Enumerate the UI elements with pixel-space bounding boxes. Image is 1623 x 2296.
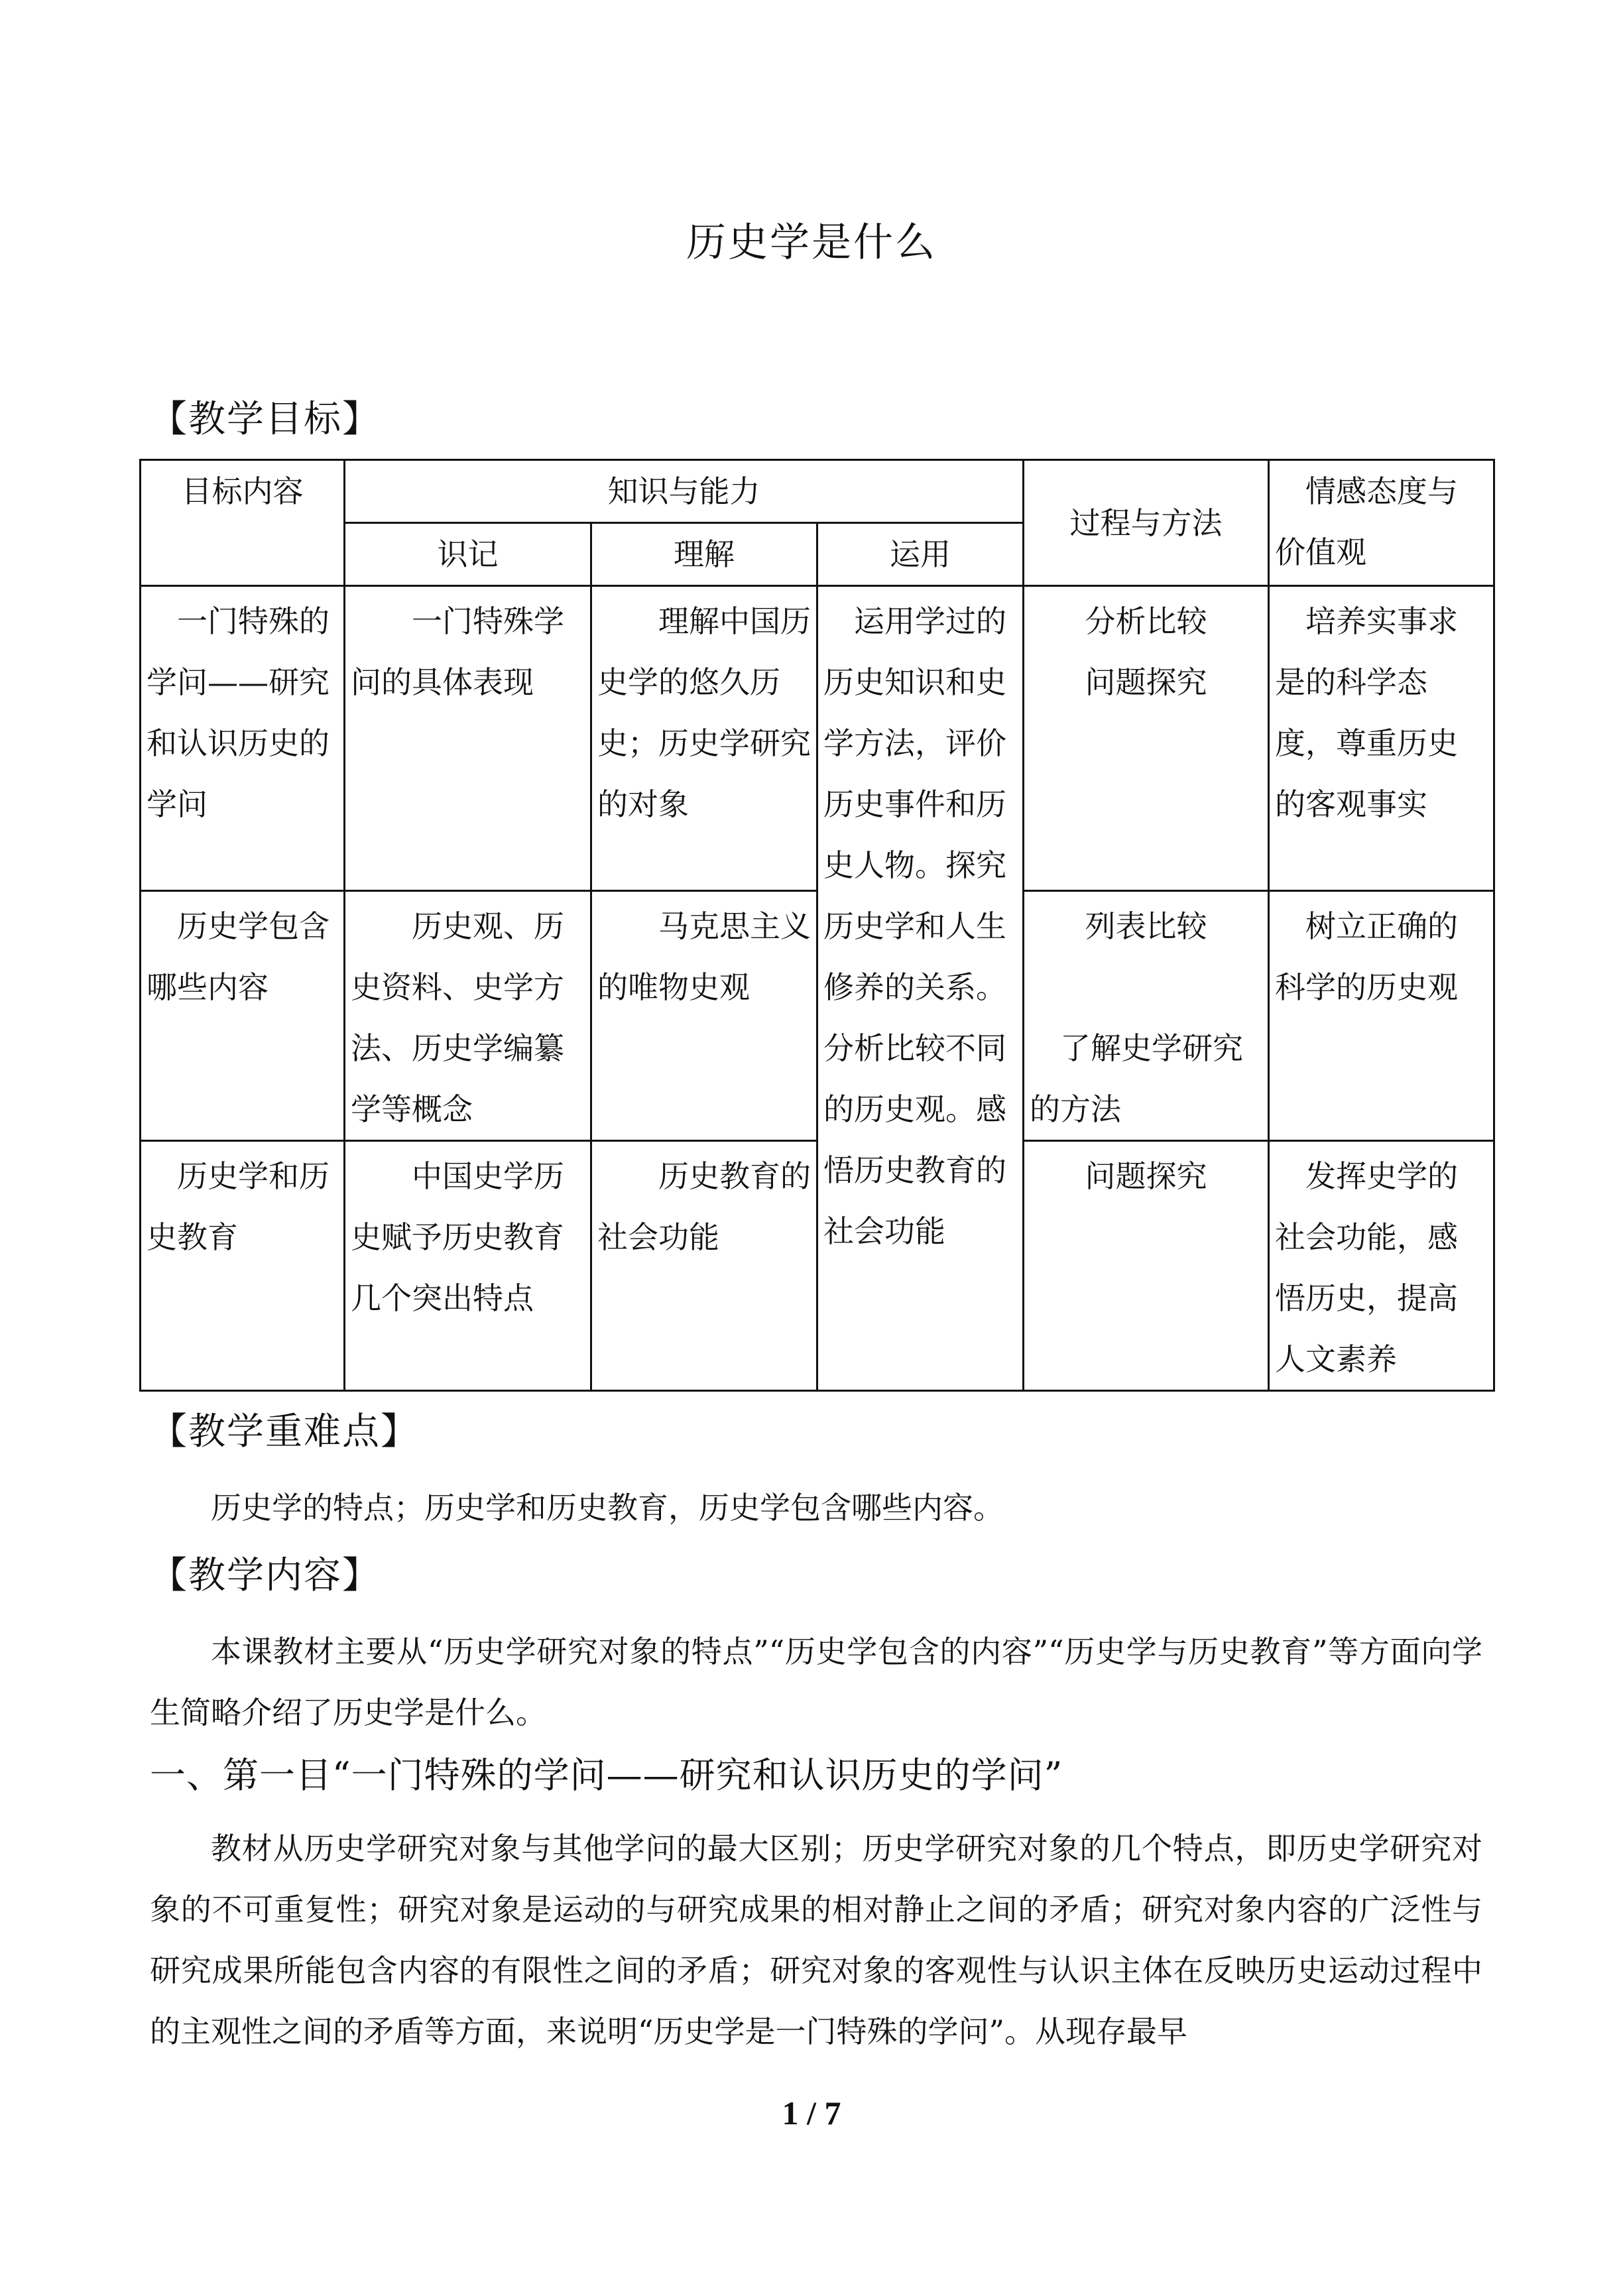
row3-memory: 中国史学历史赋予历史教育几个突出特点 bbox=[345, 1141, 591, 1391]
subsection-1-paragraph: 教材从历史学研究对象与其他学问的最大区别；历史学研究对象的几个特点，即历史学研究对象的不可重复性；研究对象是运动的与研究成果的相对静止之间的矛盾；研究对象内容的广泛性与研究成果所能包含内容的有限性之间的矛盾；研究对象的客观性与认识主体在反映历史运动过程中的主观性之间的矛盾等方面，来说明“历史学是一门特殊的学问”。从现存最早 bbox=[150, 1831, 1482, 2049]
page-indicator: 1 / 7 bbox=[782, 2094, 841, 2132]
header-knowledge-ability: 知识与能力 bbox=[345, 460, 1024, 523]
content-intro-paragraph: 本课教材主要从“历史学研究对象的特点”“历史学包含的内容”“历史学与历史教育”等方面向学生简略介绍了历史学是什么。 bbox=[150, 1634, 1482, 1730]
teaching-goals-table bbox=[139, 459, 1495, 1392]
row2-emotion: 树立正确的科学的历史观 bbox=[1269, 891, 1494, 1141]
header-process-method: 过程与方法 bbox=[1024, 460, 1269, 586]
row2-process: 列表比较 了解史学研究的方法 bbox=[1024, 891, 1269, 1141]
row1-process: 分析比较 问题探究 bbox=[1024, 586, 1269, 891]
row3-emotion: 发挥史学的社会功能，感悟历史，提高人文素养 bbox=[1269, 1141, 1494, 1391]
row2-understand: 马克思主义的唯物史观 bbox=[591, 891, 817, 1141]
row1-emotion: 培养实事求是的科学态度，尊重历史的客观事实 bbox=[1269, 586, 1494, 891]
section-heading-teaching-content: 【教学内容】 bbox=[150, 1554, 381, 1597]
row3-understand: 历史教育的社会功能 bbox=[591, 1141, 817, 1391]
key-points-text: 历史学的特点；历史学和历史教育，历史学包含哪些内容。 bbox=[211, 1490, 1004, 1526]
header-understand: 理解 bbox=[591, 523, 817, 586]
header-apply: 运用 bbox=[817, 523, 1024, 586]
table-row bbox=[141, 586, 1494, 891]
document-title: 历史学是什么 bbox=[686, 219, 937, 266]
header-memory: 识记 bbox=[345, 523, 591, 586]
section-heading-key-points: 【教学重难点】 bbox=[150, 1410, 419, 1453]
row1-understand: 理解中国历史学的悠久历史；历史学研究的对象 bbox=[591, 586, 817, 891]
row2-memory: 历史观、历史资料、史学方法、历史学编纂学等概念 bbox=[345, 891, 591, 1141]
row3-target: 历史学和历史教育 bbox=[141, 1141, 345, 1391]
row3-process: 问题探究 bbox=[1024, 1141, 1269, 1391]
subsection-1-title: 一、第一目“一门特殊的学问——研究和认识历史的学问” bbox=[150, 1754, 1063, 1796]
header-target-content: 目标内容 bbox=[141, 460, 345, 586]
apply-merged-cell: 运用学过的历史知识和史学方法，评价历史事件和历史人物。探究历史学和人生修养的关系。分析比较不同的历史观。感悟历史教育的社会功能 bbox=[817, 586, 1024, 1391]
header-emotion-values: 情感态度与价值观 bbox=[1269, 460, 1494, 586]
row2-target: 历史学包含哪些内容 bbox=[141, 891, 345, 1141]
row1-target: 一门特殊的学问——研究和认识历史的学问 bbox=[141, 586, 345, 891]
section-heading-teaching-goals: 【教学目标】 bbox=[150, 398, 381, 441]
row1-memory: 一门特殊学问的具体表现 bbox=[345, 586, 591, 891]
